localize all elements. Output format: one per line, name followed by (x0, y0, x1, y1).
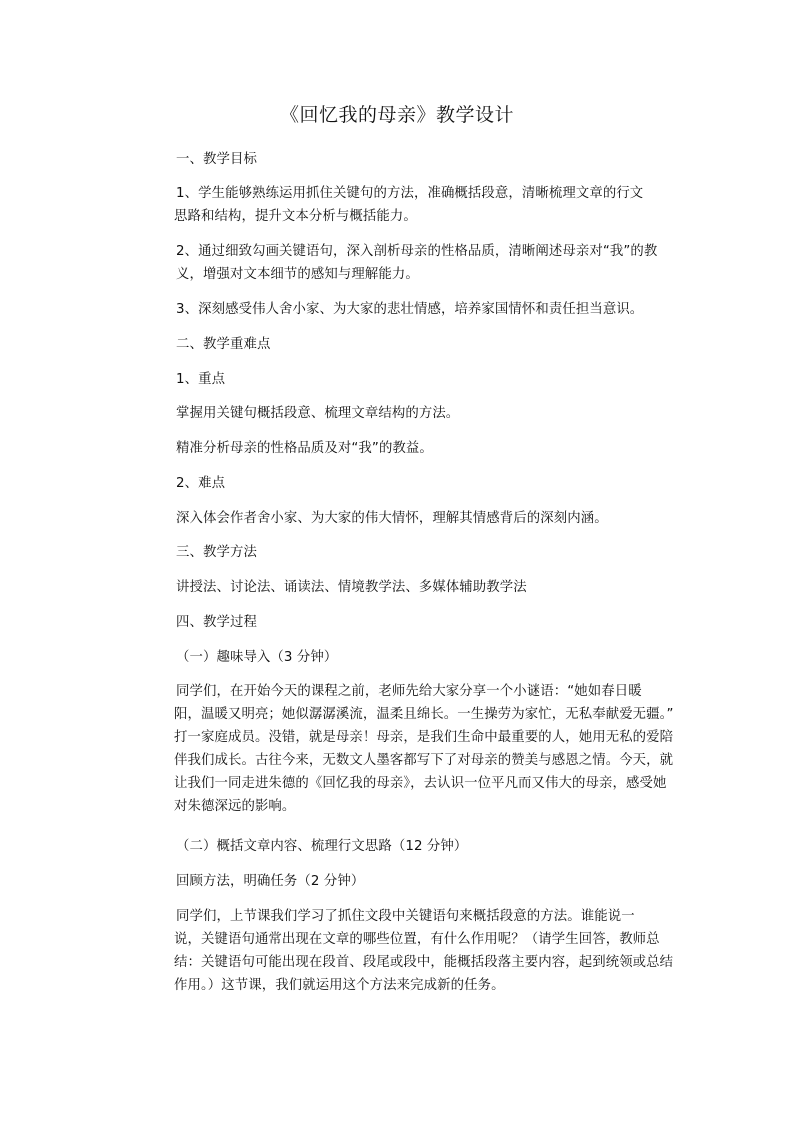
text-line: 3、深刻感受伟人舍小家、为大家的悲壮情感，培养家国情怀和责任担当意识。 (176, 302, 644, 317)
text-line: 作用。）这节课，我们就运用这个方法来完成新的任务。 (174, 978, 505, 993)
text-line: 同学们，在开始今天的课程之前，老师先给大家分享一个小谜语：“她如春日暖 (176, 684, 642, 699)
text-line: 义，增强对文本细节的感知与理解能力。 (176, 267, 419, 282)
section-2-paragraph (174, 905, 674, 997)
text-line: 阳，温暖又明亮；她似潺潺溪流，温柔且绵长。一生操劳为家忙，无私奉献爱无疆。” (174, 707, 674, 722)
text-line: 2、通过细致勾画关键语句，深入剖析母亲的性格品质，清晰阐述母亲对“我”的教 (176, 244, 658, 259)
heading-teaching-methods (176, 541, 664, 564)
section-2-heading (176, 835, 664, 858)
section-2-subheading (176, 870, 664, 893)
text-line: 2、难点 (176, 476, 226, 491)
goal-2-paragraph (176, 240, 664, 286)
text-line: 二、教学重难点 (176, 337, 271, 352)
text-line: （二）概括文章内容、梳理行文思路（12 分钟） (176, 839, 468, 854)
heading-key-difficult-points (176, 333, 664, 356)
text-line: 精准分析母亲的性格品质及对“我”的教益。 (176, 441, 433, 456)
key-point-b (176, 437, 664, 460)
text-line: 深入体会作者舍小家、为大家的伟大情怀，理解其情感背后的深刻内涵。 (176, 511, 608, 526)
text-line: 让我们一同走进朱德的《回忆我的母亲》，去认识一位平凡而又伟大的母亲，感受她 (174, 776, 667, 791)
text-line: （一）趣味导入（3 分钟） (176, 650, 338, 665)
text-line: 四、教学过程 (176, 615, 257, 630)
text-line: 对朱德深远的影响。 (174, 799, 296, 814)
heading-teaching-process (176, 611, 664, 634)
section-1-heading (176, 646, 664, 669)
text-line: 1、学生能够熟练运用抓住关键句的方法，准确概括段意，清晰梳理文章的行文 (176, 186, 644, 201)
text-line: 同学们，上节课我们学习了抓住文段中关键语句来概括段意的方法。谁能说一 (176, 909, 635, 924)
text-line: 思路和结构，提升文本分析与概括能力。 (174, 209, 417, 224)
goal-1-paragraph (176, 182, 664, 228)
text-line: 结：关键语句可能出现在段首、段尾或段中，能概括段落主要内容，起到统领或总结 (174, 955, 674, 970)
text-line: 三、教学方法 (176, 545, 257, 560)
key-point-a (176, 402, 664, 425)
section-1-paragraph (174, 680, 674, 818)
heading-teaching-goals (176, 148, 664, 171)
text-line: 说，关键语句通常出现在文章的哪些位置，有什么作用呢？（请学生回答，教师总 (174, 932, 660, 947)
difficult-point-a (176, 507, 664, 530)
key-points-heading (176, 368, 664, 391)
text-line: 回顾方法，明确任务（2 分钟） (176, 874, 365, 889)
text-line: 一、教学目标 (176, 152, 257, 167)
text-line: 掌握用关键句概括段意、梳理文章结构的方法。 (176, 406, 460, 421)
document-title: 《回忆我的母亲》教学设计 (279, 104, 514, 126)
difficult-points-heading (176, 472, 664, 495)
text-line: 伴我们成长。古往今来，无数文人墨客都写下了对母亲的赞美与感恩之情。今天，就 (174, 753, 674, 768)
text-line: 1、重点 (176, 372, 226, 387)
text-line: 打一家庭成员。没错，就是母亲！母亲，是我们生命中最重要的人，她用无私的爱陪 (174, 730, 674, 745)
text-line: 讲授法、讨论法、诵读法、情境教学法、多媒体辅助教学法 (176, 580, 527, 595)
methods-list (176, 576, 664, 599)
goal-3-paragraph (176, 298, 664, 321)
